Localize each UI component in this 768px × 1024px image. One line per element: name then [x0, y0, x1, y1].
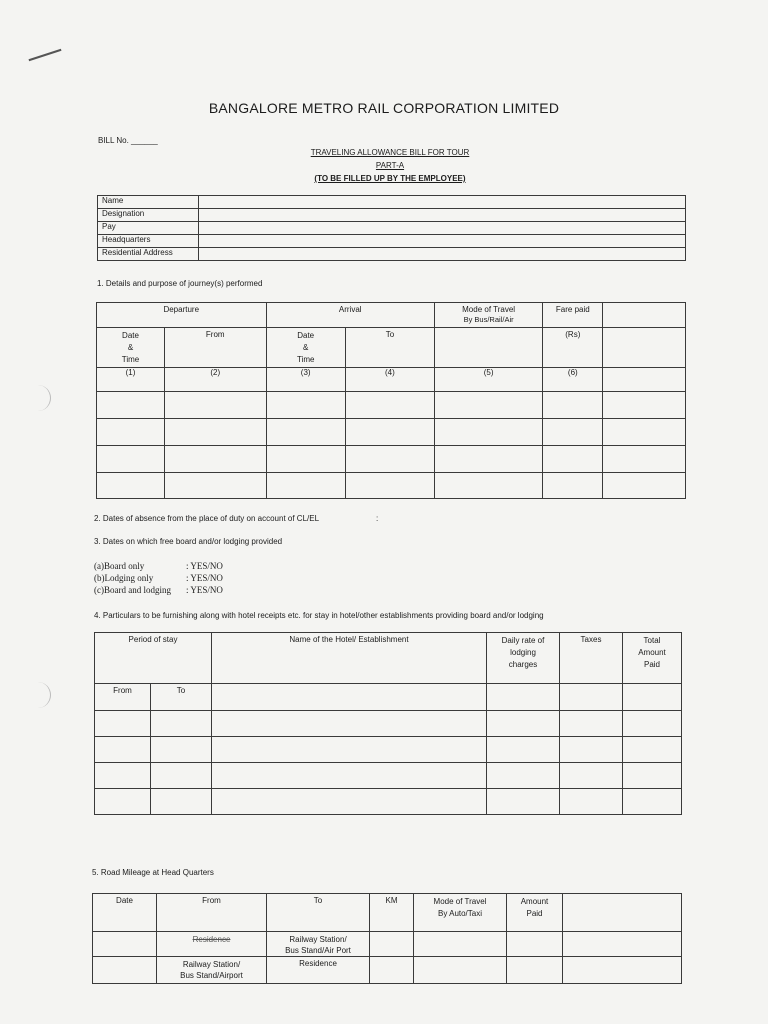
punch-hole-mark: [30, 385, 51, 411]
table-row: [95, 737, 682, 763]
board-lodging-list: [94, 560, 223, 596]
list-item: [94, 560, 223, 572]
entry-cell[interactable]: [563, 932, 682, 957]
table-row: [95, 789, 682, 815]
entry-cell[interactable]: [563, 957, 682, 984]
entry-cell[interactable]: [266, 419, 345, 446]
entry-cell[interactable]: [623, 737, 682, 763]
arr-date-header: [266, 328, 345, 368]
section2-text: 2. Dates of absence from the place of duty on account of CL/EL: [94, 514, 320, 523]
field-value[interactable]: [199, 222, 686, 235]
entry-cell[interactable]: [543, 419, 603, 446]
section4-heading: 4. Particulars to be furnishing along with hotel receipts etc. for stay in hotel/other establishments providing board and/or lodging: [94, 611, 544, 620]
item-label: (c)Board and lodging: [94, 585, 171, 595]
total-line: Amount: [638, 648, 666, 657]
form-filled-by: (TO BE FILLED UP BY THE EMPLOYEE): [314, 174, 466, 183]
amount-line: Amount: [520, 897, 549, 906]
entry-cell[interactable]: [151, 737, 212, 763]
entry-cell[interactable]: [603, 446, 686, 473]
entry-cell[interactable]: [370, 957, 414, 984]
entry-cell[interactable]: [165, 446, 267, 473]
entry-cell[interactable]: [434, 473, 542, 499]
table-row: [97, 419, 686, 446]
to-header: To: [267, 894, 370, 932]
entry-cell[interactable]: [95, 737, 151, 763]
from-header: From: [157, 894, 267, 932]
entry-cell[interactable]: [623, 789, 682, 815]
km-header: KM: [370, 894, 414, 932]
entry-cell[interactable]: [370, 932, 414, 957]
entry-cell[interactable]: [434, 446, 542, 473]
table-row: [97, 473, 686, 499]
field-label: Designation: [98, 209, 199, 222]
period-header: Period of stay: [95, 633, 212, 684]
entry-cell[interactable]: [414, 957, 507, 984]
entry-cell[interactable]: [212, 737, 487, 763]
entry-cell[interactable]: [212, 711, 487, 737]
route-to: Residence: [267, 957, 370, 984]
entry-cell[interactable]: [603, 473, 686, 499]
entry-cell[interactable]: [165, 473, 267, 499]
entry-cell[interactable]: [97, 446, 165, 473]
entry-cell[interactable]: [560, 789, 623, 815]
entry-cell[interactable]: [487, 737, 560, 763]
route-line: Railway Station/: [182, 960, 241, 969]
form-part: PART-A: [375, 161, 405, 170]
blank-header: [603, 303, 686, 328]
field-label: Name: [98, 196, 199, 209]
entry-cell[interactable]: [266, 446, 345, 473]
entry-cell: [212, 684, 487, 711]
field-label: Headquarters: [98, 235, 199, 248]
entry-cell[interactable]: [543, 446, 603, 473]
entry-cell[interactable]: [266, 473, 345, 499]
section2-colon: :: [376, 514, 379, 523]
entry-cell[interactable]: [603, 419, 686, 446]
entry-cell[interactable]: [603, 392, 686, 419]
entry-cell[interactable]: [212, 763, 487, 789]
table-row: [93, 932, 682, 957]
entry-cell[interactable]: [487, 711, 560, 737]
departure-header: Departure: [97, 303, 267, 328]
item-value: : YES/NO: [186, 585, 223, 595]
from-header: From: [95, 684, 151, 711]
list-item: [94, 584, 223, 596]
route-from: [157, 957, 267, 984]
col-number: (5): [434, 368, 542, 392]
field-label: Pay: [98, 222, 199, 235]
table-row: [95, 763, 682, 789]
mode-cell: [434, 328, 542, 368]
bill-number: BILL No. ______: [98, 136, 158, 145]
fare-header: Fare paid: [543, 303, 603, 328]
item-label: (a)Board only: [94, 561, 145, 571]
entry-cell[interactable]: [93, 932, 157, 957]
hotel-stay-table: [94, 632, 682, 815]
route-line: Bus Stand/Air Port: [285, 946, 351, 955]
arr-date-word: Date: [297, 331, 315, 340]
punch-hole-mark: [30, 682, 51, 708]
amount-header: [507, 894, 563, 932]
entry-cell[interactable]: [266, 392, 345, 419]
route-line: Railway Station/: [289, 935, 347, 944]
item-value: : YES/NO: [186, 561, 223, 571]
daily-rate-line: lodging: [510, 648, 536, 657]
entry-cell[interactable]: [434, 392, 542, 419]
entry-cell[interactable]: [434, 419, 542, 446]
total-line: Paid: [643, 660, 660, 669]
section5-heading: 5. Road Mileage at Head Quarters: [92, 868, 214, 877]
route-to: [267, 932, 370, 957]
entry-cell[interactable]: [97, 419, 165, 446]
entry-cell[interactable]: [345, 392, 434, 419]
entry-cell[interactable]: [345, 446, 434, 473]
entry-cell[interactable]: [97, 392, 165, 419]
dep-date-word: Date: [122, 331, 139, 340]
section3-heading: 3. Dates on which free board and/or lodging provided: [94, 537, 283, 546]
field-value[interactable]: [199, 235, 686, 248]
route-from: [157, 932, 267, 957]
field-value[interactable]: [199, 248, 686, 261]
amount-line: Paid: [526, 909, 543, 918]
entry-cell[interactable]: [93, 957, 157, 984]
entry-cell[interactable]: [543, 473, 603, 499]
employee-details-table: [97, 195, 686, 261]
blank-cell: [603, 368, 686, 392]
arr-amp: &: [303, 343, 309, 352]
dep-amp: &: [127, 343, 134, 352]
mode-sublabel: By Bus/Rail/Air: [463, 315, 514, 324]
total-header: [623, 633, 682, 684]
entry-cell[interactable]: [151, 763, 212, 789]
field-value[interactable]: [199, 209, 686, 222]
mode-line: By Auto/Taxi: [437, 909, 483, 918]
col-number: (1): [97, 368, 165, 392]
taxes-header: Taxes: [560, 633, 623, 684]
daily-rate-line: Daily rate of: [501, 636, 545, 645]
mode-header: [414, 894, 507, 932]
fare-unit: (Rs): [543, 328, 603, 368]
entry-cell: [623, 684, 682, 711]
entry-cell[interactable]: [623, 711, 682, 737]
item-label: (b)Lodging only: [94, 573, 154, 583]
entry-cell[interactable]: [623, 763, 682, 789]
journey-table: [96, 302, 686, 499]
entry-cell[interactable]: [212, 789, 487, 815]
entry-cell: [487, 684, 560, 711]
date-header: Date: [93, 894, 157, 932]
entry-cell[interactable]: [151, 789, 212, 815]
entry-cell[interactable]: [414, 932, 507, 957]
col-number: (4): [345, 368, 434, 392]
entry-cell[interactable]: [507, 932, 563, 957]
entry-cell[interactable]: [151, 711, 212, 737]
table-row: [97, 392, 686, 419]
daily-rate-line: charges: [508, 660, 538, 669]
entry-cell[interactable]: [560, 711, 623, 737]
arr-time-word: Time: [296, 355, 315, 364]
entry-cell[interactable]: [487, 789, 560, 815]
col-number: (2): [165, 368, 267, 392]
entry-cell[interactable]: [95, 711, 151, 737]
field-value[interactable]: [199, 196, 686, 209]
table-row: [93, 957, 682, 984]
total-line: Total: [643, 636, 661, 645]
hotel-header: Name of the Hotel/ Establishment: [212, 633, 487, 684]
entry-cell[interactable]: [560, 737, 623, 763]
blank-cell: [603, 328, 686, 368]
entry-cell[interactable]: [95, 789, 151, 815]
organization-title: BANGALORE METRO RAIL CORPORATION LIMITED: [208, 100, 560, 116]
blank-header: [563, 894, 682, 932]
form-title: TRAVELING ALLOWANCE BILL FOR TOUR: [310, 148, 470, 157]
dep-from-header: From: [165, 328, 267, 368]
entry-cell[interactable]: [165, 392, 267, 419]
pen-mark: [29, 49, 62, 61]
entry-cell[interactable]: [560, 763, 623, 789]
list-item: [94, 572, 223, 584]
mode-line: Mode of Travel: [433, 897, 487, 906]
entry-cell[interactable]: [95, 763, 151, 789]
to-header: To: [151, 684, 212, 711]
entry-cell[interactable]: [487, 763, 560, 789]
entry-cell[interactable]: [97, 473, 165, 499]
dep-time-word: Time: [121, 355, 140, 364]
route-line: Bus Stand/Airport: [180, 971, 243, 980]
arr-to-header: To: [345, 328, 434, 368]
mode-label: Mode of Travel: [462, 305, 516, 314]
table-row: [97, 446, 686, 473]
entry-cell[interactable]: [543, 392, 603, 419]
road-mileage-table: [92, 893, 682, 984]
field-label: Residential Address: [98, 248, 199, 261]
daily-rate-header: [487, 633, 560, 684]
route-from-text: Residence: [192, 935, 231, 944]
entry-cell[interactable]: [165, 419, 267, 446]
table-row: [95, 711, 682, 737]
entry-cell: [560, 684, 623, 711]
col-number: (3): [266, 368, 345, 392]
mode-header: [434, 303, 542, 328]
section1-heading: 1. Details and purpose of journey(s) performed: [97, 279, 263, 288]
entry-cell[interactable]: [345, 419, 434, 446]
dep-date-header: [97, 328, 165, 368]
item-value: : YES/NO: [186, 573, 223, 583]
entry-cell[interactable]: [345, 473, 434, 499]
entry-cell[interactable]: [507, 957, 563, 984]
col-number: (6): [543, 368, 603, 392]
arrival-header: Arrival: [266, 303, 434, 328]
